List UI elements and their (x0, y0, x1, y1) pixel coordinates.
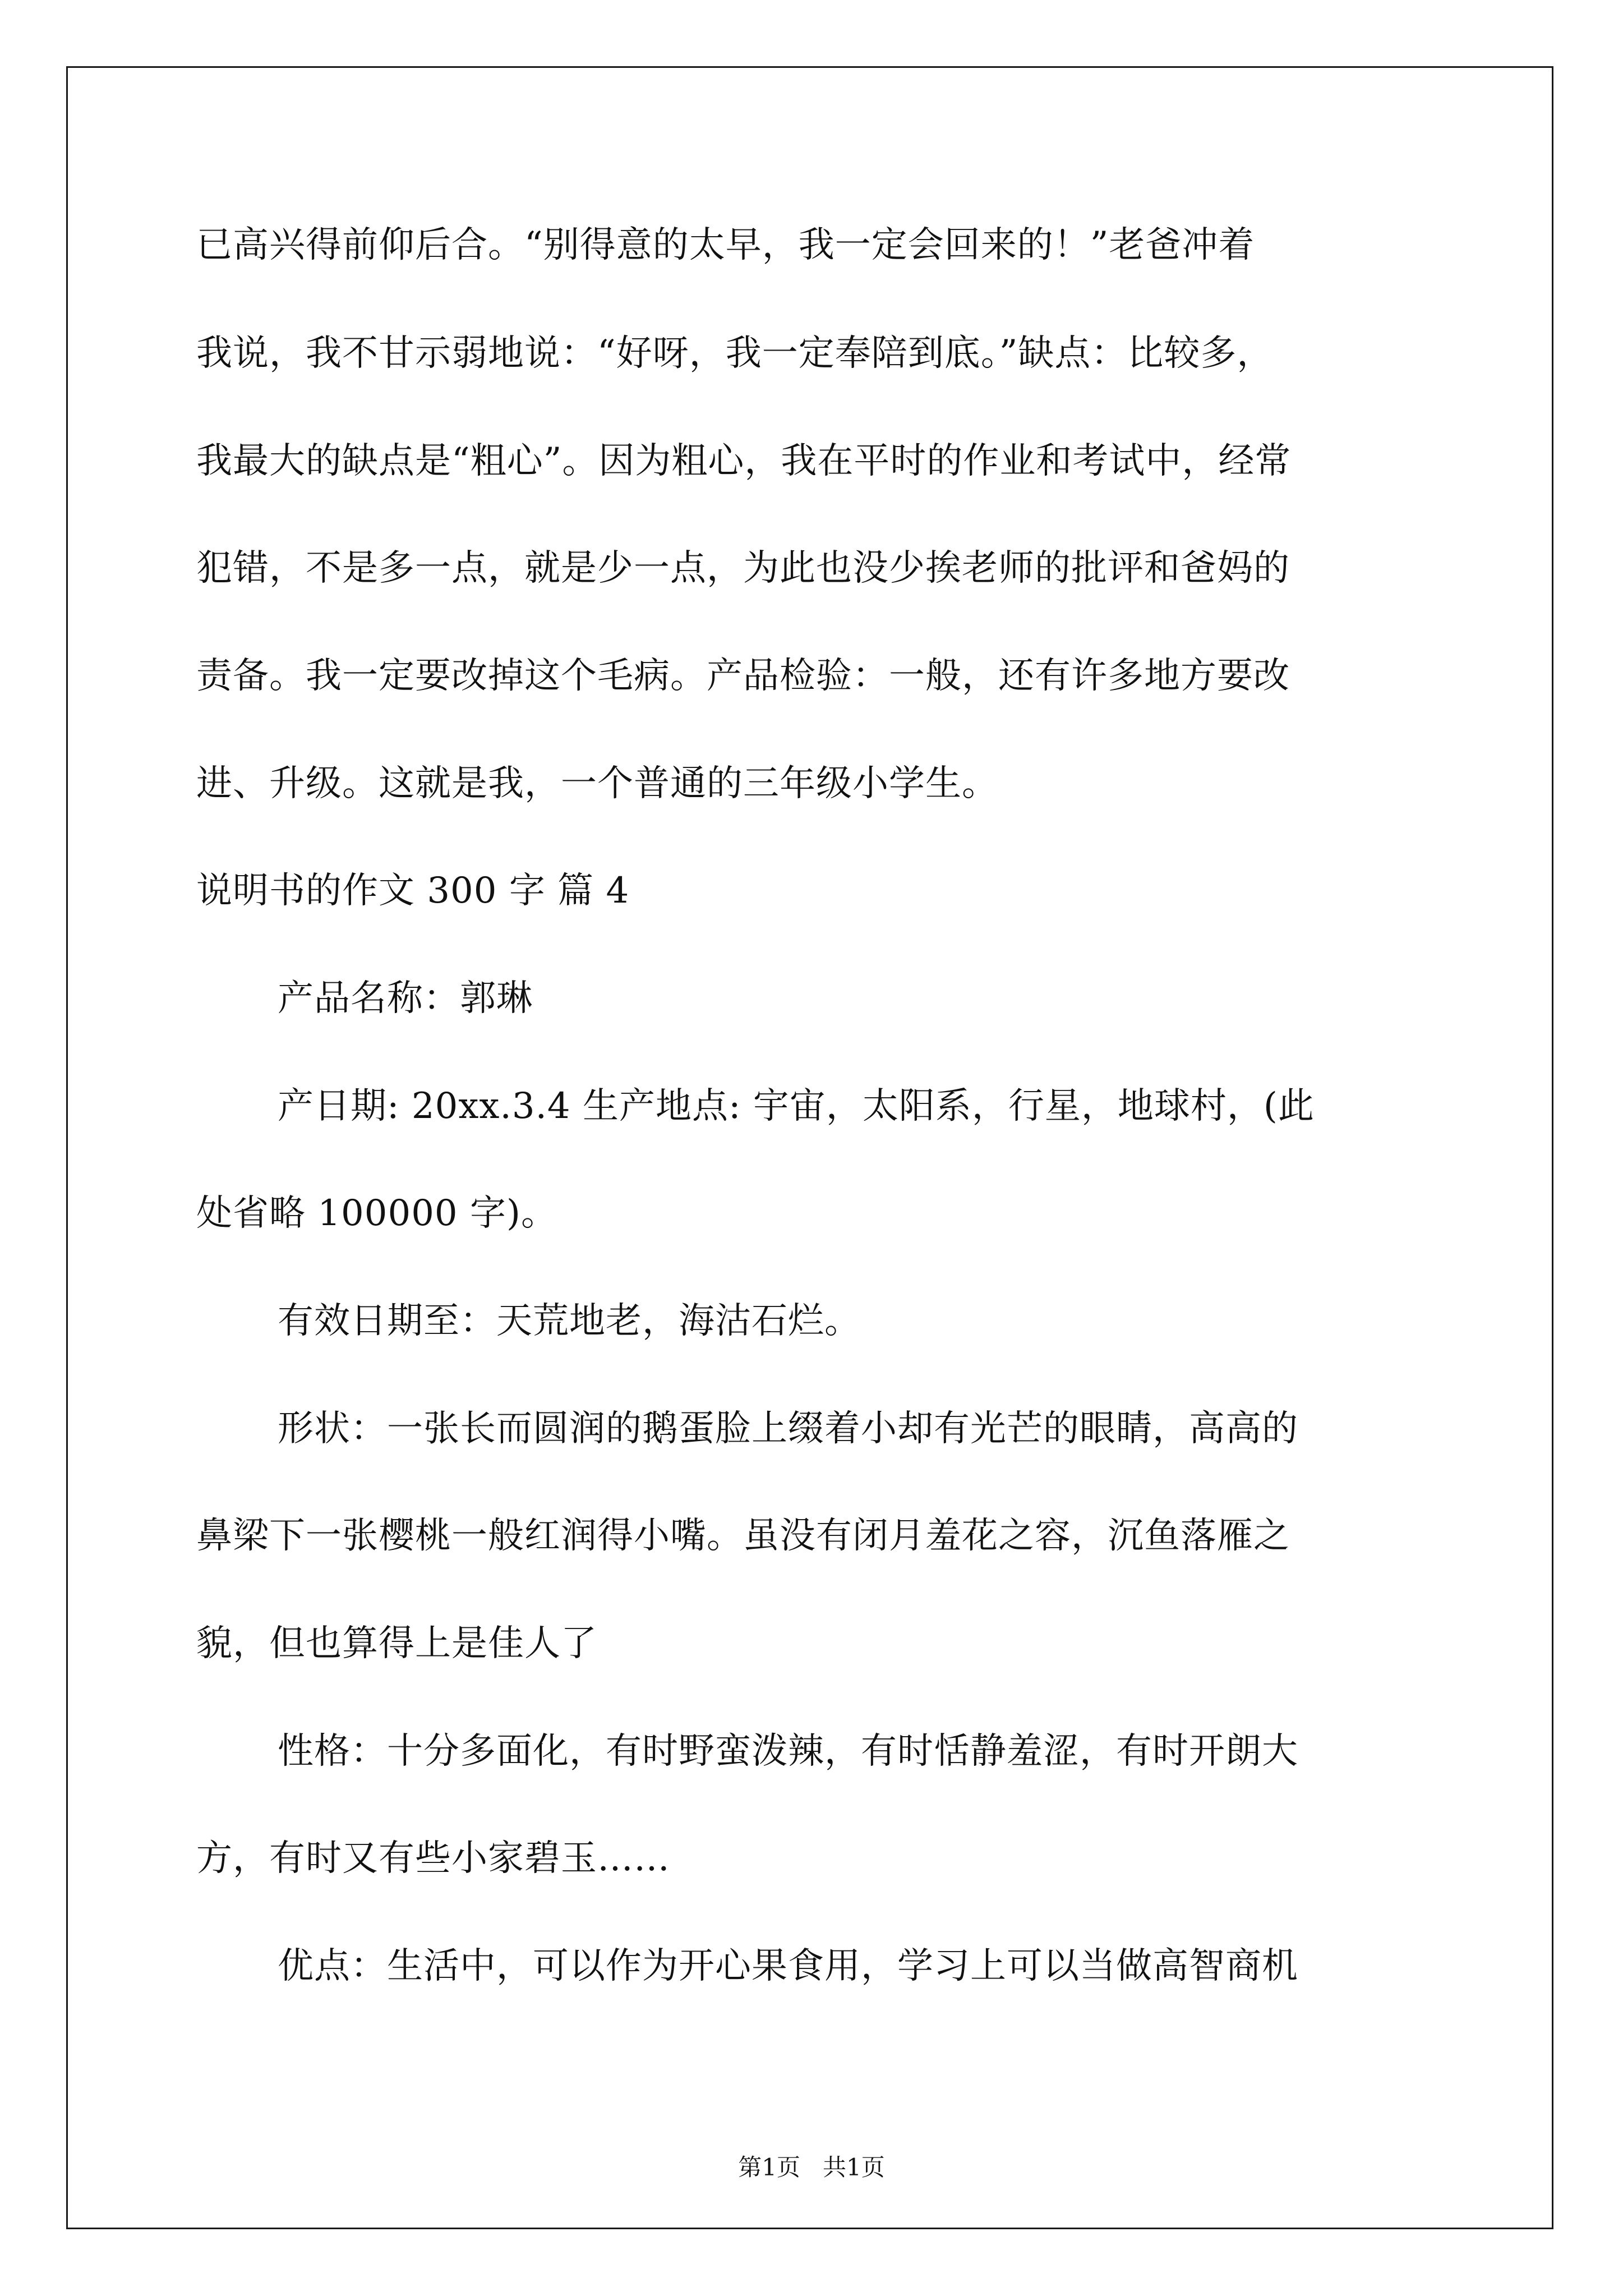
text-line: 有效日期至：天荒地老，海沽石烂。 (278, 1300, 861, 1342)
text-line: 我说，我不甘示弱地说：“好呀，我一定奉陪到底。”缺点：比较多， (196, 333, 1274, 374)
page-footer: 第1页 共1页 (738, 2154, 885, 2181)
text-line: 犯错，不是多一点，就是少一点，为此也没少挨老师的批评和爸妈的 (196, 547, 1290, 589)
text-line: 进、升级。这就是我，一个普通的三年级小学生。 (196, 763, 998, 804)
page-border (66, 66, 1553, 2229)
text-line: 鼻梁下一张樱桃一般红润得小嘴。虽没有闭月羞花之容，沉鱼落雁之 (196, 1515, 1290, 1557)
text-line: 处省略 100000 字)。 (196, 1193, 557, 1234)
text-line: 优点：生活中，可以作为开心果食用，学习上可以当做高智商机 (278, 1945, 1298, 1987)
text-line: 责备。我一定要改掉这个毛病。产品检验：一般，还有许多地方要改 (196, 655, 1290, 697)
text-line: 貌，但也算得上是佳人了 (196, 1623, 597, 1664)
text-line: 方，有时又有些小家碧玉…… (196, 1838, 670, 1879)
text-line: 已高兴得前仰后合。“别得意的太早，我一定会回来的！”老爸冲着 (196, 224, 1255, 266)
text-line: 性格：十分多面化，有时野蛮泼辣，有时恬静羞涩，有时开朗大 (278, 1731, 1298, 1772)
text-line: 我最大的缺点是“粗心”。因为粗心，我在平时的作业和考试中，经常 (196, 440, 1292, 482)
section-heading: 说明书的作文 300 字 篇 4 (196, 870, 630, 912)
text-line: 产日期: 20xx.3.4 生产地点: 宇宙，太阳系，行星，地球村，(此 (278, 1085, 1315, 1127)
text-line: 形状：一张长而圆润的鹅蛋脸上缀着小却有光芒的眼睛，高高的 (278, 1408, 1298, 1450)
text-line: 产品名称：郭琳 (278, 978, 533, 1019)
